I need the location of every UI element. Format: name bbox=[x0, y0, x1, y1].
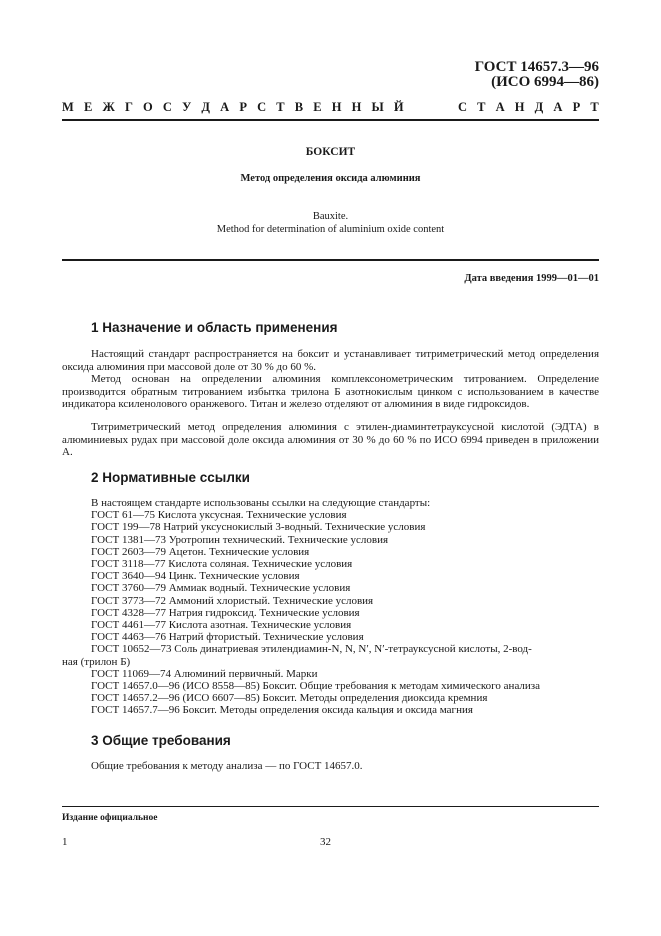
banner-letter: Т bbox=[590, 100, 599, 114]
standard-banner bbox=[62, 100, 599, 114]
banner-letter: Ж bbox=[102, 100, 115, 114]
references-intro: В настоящем стандарте использованы ссылки на следующие стандарты: bbox=[91, 497, 431, 509]
reference-item-long: ГОСТ 10652—73 Соль динатриевая этилендиамин-N, N, N′, N′-тетрауксусной кислоты, 2-вод- bbox=[91, 643, 532, 656]
banner-letter: С bbox=[162, 100, 172, 114]
banner-letter: Н bbox=[514, 100, 525, 114]
reference-item: ГОСТ 4461—77 Кислота азотная. Технические условия bbox=[91, 619, 352, 632]
banner-letter: Д bbox=[534, 100, 544, 114]
reference-item: ГОСТ 199—78 Натрий уксуснокислый 3-водный. Технические условия bbox=[91, 521, 426, 534]
sheet-number: 1 bbox=[62, 836, 68, 848]
banner-letter: А bbox=[220, 100, 230, 114]
introduction-date: Дата введения 1999—01—01 bbox=[464, 273, 599, 284]
banner-letter: О bbox=[143, 100, 153, 114]
banner-letter: Р bbox=[572, 100, 581, 114]
banner-letter: Т bbox=[276, 100, 285, 114]
section1-paragraph2: Метод основан на определении алюминия комплексонометрическим титрованием. Определение производится обратным титрованием избытка трилона Б азотнокислым цинком с использованием в качестве индикатора ксиленолового оранжевого. Титан и железо отделяют от алюминия в виде гидроксидов. bbox=[62, 373, 599, 411]
banner-letter: Н bbox=[351, 100, 362, 114]
reference-item-long-continuation: ная (трилон Б) bbox=[62, 655, 131, 668]
reference-item: ГОСТ 11069—74 Алюминий первичный. Марки bbox=[91, 667, 318, 680]
english-title bbox=[62, 210, 599, 236]
banner-letter: С bbox=[257, 100, 267, 114]
reference-item: ГОСТ 3640—94 Цинк. Технические условия bbox=[91, 570, 300, 583]
header-rule bbox=[62, 119, 599, 121]
banner-letter: С bbox=[457, 100, 467, 114]
references-list bbox=[62, 497, 599, 717]
banner-letter: Й bbox=[393, 100, 404, 114]
reference-item: ГОСТ 3760—79 Аммиак водный. Технические условия bbox=[91, 582, 351, 595]
reference-item: ГОСТ 1381—73 Уротропин технический. Технические условия bbox=[91, 533, 389, 546]
section1-paragraph1: Настоящий стандарт распространяется на боксит и устанавливает титриметрический метод определения оксида алюминия при массовой доле от 30 % до 60 %. bbox=[62, 348, 599, 373]
reference-item: ГОСТ 2603—79 Ацетон. Технические условия bbox=[91, 545, 310, 558]
banner-word-gap bbox=[414, 100, 448, 114]
footer-rule bbox=[62, 806, 599, 807]
reference-item: ГОСТ 61—75 Кислота уксусная. Технические условия bbox=[91, 509, 347, 522]
section1-heading: 1 Назначение и область применения bbox=[91, 320, 338, 335]
banner-letter: Д bbox=[201, 100, 211, 114]
section3-heading: 3 Общие требования bbox=[91, 733, 231, 748]
banner-letter: Е bbox=[83, 100, 93, 114]
banner-letter: А bbox=[553, 100, 563, 114]
page-number: 32 bbox=[320, 836, 331, 848]
banner-letter: А bbox=[495, 100, 505, 114]
banner-letter: Е bbox=[313, 100, 322, 114]
reference-item: ГОСТ 4463—76 Натрий фтористый. Технические условия bbox=[91, 631, 364, 644]
reference-item: ГОСТ 14657.0—96 (ИСО 8558—85) Боксит. Общие требования к методам химического анализа bbox=[91, 680, 541, 693]
official-edition-label: Издание официальное bbox=[62, 813, 158, 823]
english-title-line1: Bauxite. bbox=[312, 211, 349, 222]
standard-iso-code: (ИСО 6994—86) bbox=[491, 74, 599, 90]
banner-letter: Г bbox=[124, 100, 133, 114]
section1-paragraph3: Титриметрический метод определения алюминия с этилен-диаминтетрауксусной кислотой (ЭДТА) в алюминиевых рудах при массовой доле оксида алюминия от 30 % до 60 % по ИСО 6994 приведен в приложении А. bbox=[62, 421, 599, 459]
section3-paragraph1: Общие требования к методу анализа — по ГОСТ 14657.0. bbox=[91, 760, 363, 772]
standard-code: ГОСТ 14657.3—96 bbox=[474, 59, 599, 75]
reference-item: ГОСТ 3773—72 Аммоний хлористый. Технические условия bbox=[91, 594, 374, 607]
reference-item: ГОСТ 4328—77 Натрия гидроксид. Технические условия bbox=[91, 606, 360, 619]
section2-heading: 2 Нормативные ссылки bbox=[91, 470, 250, 485]
document-subtitle: Метод определения оксида алюминия bbox=[240, 173, 421, 184]
reference-item: ГОСТ 3118—77 Кислота соляная. Технические условия bbox=[91, 558, 353, 571]
document-title: БОКСИТ bbox=[305, 146, 356, 158]
banner-letter: У bbox=[182, 100, 192, 114]
banner-letter: М bbox=[62, 100, 74, 114]
banner-letter: Н bbox=[331, 100, 342, 114]
banner-letter: Ы bbox=[371, 100, 384, 114]
banner-letter: Т bbox=[477, 100, 486, 114]
reference-item: ГОСТ 14657.2—96 (ИСО 6607—85) Боксит. Методы определения диоксида кремния bbox=[91, 692, 488, 705]
english-title-line2: Method for determination of aluminium oxide content bbox=[216, 224, 445, 235]
title-rule bbox=[62, 259, 599, 261]
banner-letter: Р bbox=[239, 100, 247, 114]
standard-identifier bbox=[475, 60, 599, 90]
banner-letter: В bbox=[294, 100, 304, 114]
reference-item: ГОСТ 14657.7—96 Боксит. Методы определения оксида кальция и оксида магния bbox=[91, 704, 473, 717]
